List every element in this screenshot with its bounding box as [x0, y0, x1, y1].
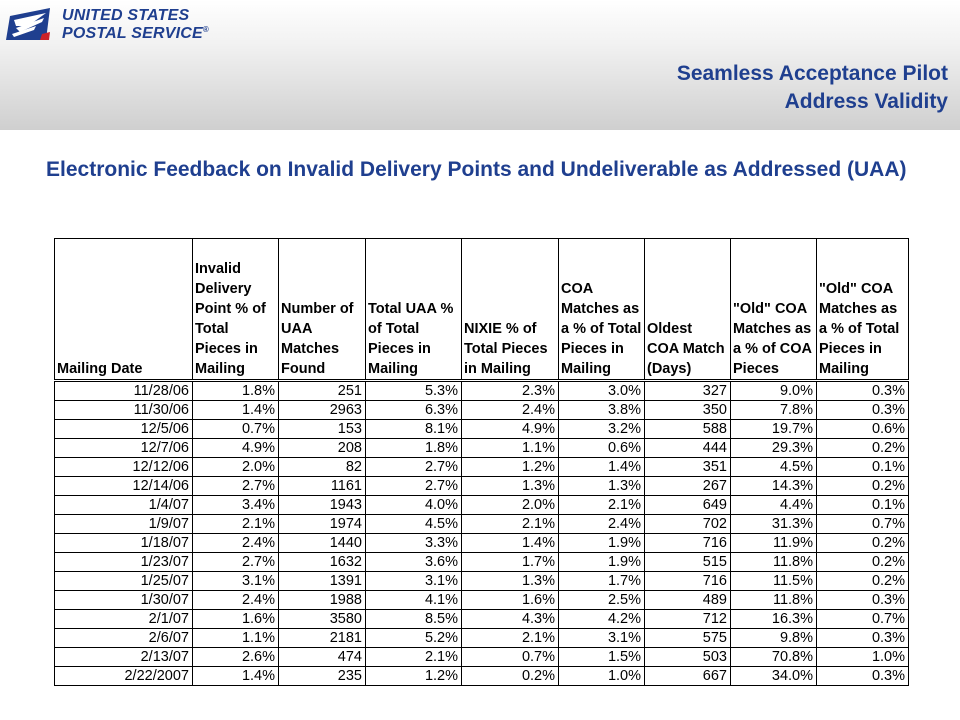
table-row: [55, 439, 909, 458]
table-cell: 2/22/2007: [55, 667, 193, 686]
brand-line1: UNITED STATES: [62, 7, 190, 24]
table-cell: 1.9%: [559, 553, 645, 572]
header-row: [55, 239, 909, 381]
table-cell: 2.7%: [366, 477, 462, 496]
table-cell: 0.2%: [817, 572, 909, 591]
table-cell: 1974: [279, 515, 366, 534]
col-header: Invalid Delivery Point % of Total Pieces in Mailing: [193, 239, 279, 381]
table-cell: 4.3%: [462, 610, 559, 629]
table-cell: 1.6%: [193, 610, 279, 629]
table-cell: 2.1%: [462, 515, 559, 534]
table-row: [55, 648, 909, 667]
table-body: [55, 381, 909, 686]
table-cell: 4.9%: [193, 439, 279, 458]
table-cell: 4.9%: [462, 420, 559, 439]
table-cell: 11/30/06: [55, 401, 193, 420]
table-row: [55, 553, 909, 572]
table-cell: 2.7%: [193, 553, 279, 572]
col-header: Number of UAA Matches Found: [279, 239, 366, 381]
table-cell: 208: [279, 439, 366, 458]
table-cell: 1.5%: [559, 648, 645, 667]
table-cell: 0.6%: [817, 420, 909, 439]
table-cell: 82: [279, 458, 366, 477]
table-cell: 2963: [279, 401, 366, 420]
table-row: [55, 534, 909, 553]
table-cell: 489: [645, 591, 731, 610]
table-cell: 267: [645, 477, 731, 496]
table-cell: 1.6%: [462, 591, 559, 610]
table-cell: 153: [279, 420, 366, 439]
col-header: Total UAA % of Total Pieces in Mailing: [366, 239, 462, 381]
table-cell: 12/12/06: [55, 458, 193, 477]
table-cell: 12/14/06: [55, 477, 193, 496]
table-cell: 9.8%: [731, 629, 817, 648]
col-header: Mailing Date: [55, 239, 193, 381]
registered-mark: ®: [202, 25, 210, 34]
col-header: NIXIE % of Total Pieces in Mailing: [462, 239, 559, 381]
table-cell: 2.3%: [462, 381, 559, 401]
table-cell: 8.1%: [366, 420, 462, 439]
table-cell: 1.4%: [559, 458, 645, 477]
table-cell: 649: [645, 496, 731, 515]
table-cell: 1.9%: [559, 534, 645, 553]
address-validity-table: [54, 238, 909, 686]
table-cell: 2.7%: [193, 477, 279, 496]
table-cell: 1391: [279, 572, 366, 591]
table-cell: 2.4%: [193, 534, 279, 553]
table-cell: 1.8%: [193, 381, 279, 401]
table-cell: 3.4%: [193, 496, 279, 515]
brand-line2: POSTAL SERVICE®: [62, 25, 210, 42]
table-row: [55, 477, 909, 496]
table-cell: 4.4%: [731, 496, 817, 515]
table-cell: 34.0%: [731, 667, 817, 686]
table-cell: 2.1%: [193, 515, 279, 534]
table-cell: 1/9/07: [55, 515, 193, 534]
table-cell: 0.1%: [817, 496, 909, 515]
table-cell: 3.0%: [559, 381, 645, 401]
header-band: [0, 0, 960, 130]
table-cell: 0.2%: [462, 667, 559, 686]
table-cell: 712: [645, 610, 731, 629]
table-cell: 2.5%: [559, 591, 645, 610]
table-cell: 2.1%: [462, 629, 559, 648]
table-cell: 0.3%: [817, 381, 909, 401]
table-cell: 3.6%: [366, 553, 462, 572]
table-cell: 474: [279, 648, 366, 667]
table-cell: 5.2%: [366, 629, 462, 648]
table-cell: 0.7%: [817, 515, 909, 534]
table-cell: 0.2%: [817, 477, 909, 496]
table-row: [55, 420, 909, 439]
table-cell: 2.1%: [366, 648, 462, 667]
table-cell: 4.2%: [559, 610, 645, 629]
table-cell: 3580: [279, 610, 366, 629]
table-cell: 1.7%: [462, 553, 559, 572]
col-header: "Old" COA Matches as a % of COA Pieces: [731, 239, 817, 381]
table-cell: 14.3%: [731, 477, 817, 496]
table-cell: 0.2%: [817, 553, 909, 572]
table-cell: 11.8%: [731, 553, 817, 572]
table-cell: 2/1/07: [55, 610, 193, 629]
table-cell: 3.3%: [366, 534, 462, 553]
table-cell: 70.8%: [731, 648, 817, 667]
table-row: [55, 515, 909, 534]
table-cell: 0.6%: [559, 439, 645, 458]
table-cell: 0.7%: [462, 648, 559, 667]
title-line1: Seamless Acceptance Pilot: [676, 62, 948, 85]
table-cell: 8.5%: [366, 610, 462, 629]
table-cell: 575: [645, 629, 731, 648]
table-cell: 0.3%: [817, 591, 909, 610]
table-cell: 667: [645, 667, 731, 686]
table-cell: 1943: [279, 496, 366, 515]
table-cell: 29.3%: [731, 439, 817, 458]
table-cell: 251: [279, 381, 366, 401]
table-cell: 0.2%: [817, 439, 909, 458]
table-cell: 2/6/07: [55, 629, 193, 648]
table-cell: 235: [279, 667, 366, 686]
table-subtitle: Electronic Feedback on Invalid Delivery Points and Undeliverable as Addressed (UAA): [46, 158, 907, 181]
table-cell: 1.1%: [193, 629, 279, 648]
table-cell: 327: [645, 381, 731, 401]
col-header: "Old" COA Matches as a % of Total Pieces in Mailing: [817, 239, 909, 381]
table-cell: 1.4%: [193, 667, 279, 686]
table-cell: 3.1%: [366, 572, 462, 591]
table-cell: 515: [645, 553, 731, 572]
table-cell: 0.3%: [817, 667, 909, 686]
table-cell: 1161: [279, 477, 366, 496]
table-cell: 11.5%: [731, 572, 817, 591]
table-cell: 3.2%: [559, 420, 645, 439]
table-row: [55, 401, 909, 420]
col-header: COA Matches as a % of Total Pieces in Mailing: [559, 239, 645, 381]
table-cell: 444: [645, 439, 731, 458]
table-cell: 1/4/07: [55, 496, 193, 515]
table-cell: 12/5/06: [55, 420, 193, 439]
table-cell: 1.2%: [366, 667, 462, 686]
table-cell: 4.1%: [366, 591, 462, 610]
table-cell: 2/13/07: [55, 648, 193, 667]
table-cell: 1.8%: [366, 439, 462, 458]
table-cell: 0.7%: [193, 420, 279, 439]
table-cell: 1632: [279, 553, 366, 572]
table-cell: 4.5%: [366, 515, 462, 534]
table-cell: 5.3%: [366, 381, 462, 401]
table-cell: 11.9%: [731, 534, 817, 553]
table-cell: 1.0%: [817, 648, 909, 667]
table-cell: 31.3%: [731, 515, 817, 534]
table-cell: 1988: [279, 591, 366, 610]
page-title: [677, 60, 948, 116]
table-row: [55, 667, 909, 686]
table-cell: 2.4%: [559, 515, 645, 534]
table-cell: 351: [645, 458, 731, 477]
table-cell: 3.8%: [559, 401, 645, 420]
table-cell: 1.4%: [462, 534, 559, 553]
table-cell: 0.2%: [817, 534, 909, 553]
table-cell: 3.1%: [559, 629, 645, 648]
table-cell: 19.7%: [731, 420, 817, 439]
table-row: [55, 572, 909, 591]
table-row: [55, 591, 909, 610]
table-cell: 1/30/07: [55, 591, 193, 610]
table-row: [55, 458, 909, 477]
table-cell: 3.1%: [193, 572, 279, 591]
table-cell: 16.3%: [731, 610, 817, 629]
table-cell: 2.6%: [193, 648, 279, 667]
table-cell: 1.3%: [462, 477, 559, 496]
table-cell: 716: [645, 534, 731, 553]
table-cell: 1.7%: [559, 572, 645, 591]
table-cell: 11.8%: [731, 591, 817, 610]
table-cell: 1.1%: [462, 439, 559, 458]
table-cell: 6.3%: [366, 401, 462, 420]
table-cell: 0.7%: [817, 610, 909, 629]
table-row: [55, 496, 909, 515]
table-cell: 1.2%: [462, 458, 559, 477]
table-cell: 4.0%: [366, 496, 462, 515]
table-cell: 1440: [279, 534, 366, 553]
table-cell: 1/25/07: [55, 572, 193, 591]
table-cell: 588: [645, 420, 731, 439]
table-cell: 2.1%: [559, 496, 645, 515]
table-cell: 9.0%: [731, 381, 817, 401]
table-cell: 0.3%: [817, 401, 909, 420]
table-row: [55, 381, 909, 401]
table-cell: 11/28/06: [55, 381, 193, 401]
table-cell: 1.0%: [559, 667, 645, 686]
table-cell: 4.5%: [731, 458, 817, 477]
table-cell: 1/23/07: [55, 553, 193, 572]
table-cell: 1.4%: [193, 401, 279, 420]
table-cell: 1/18/07: [55, 534, 193, 553]
table-cell: 503: [645, 648, 731, 667]
title-line2: Address Validity: [784, 90, 948, 113]
table-cell: 2181: [279, 629, 366, 648]
table-cell: 2.7%: [366, 458, 462, 477]
usps-logo: [6, 4, 236, 44]
table-cell: 2.0%: [462, 496, 559, 515]
table-cell: 716: [645, 572, 731, 591]
table-cell: 702: [645, 515, 731, 534]
table-cell: 7.8%: [731, 401, 817, 420]
table-row: [55, 610, 909, 629]
table-cell: 2.4%: [462, 401, 559, 420]
table-cell: 0.1%: [817, 458, 909, 477]
table-cell: 2.4%: [193, 591, 279, 610]
table-cell: 0.3%: [817, 629, 909, 648]
col-header: Oldest COA Match (Days): [645, 239, 731, 381]
table-cell: 2.0%: [193, 458, 279, 477]
table-cell: 350: [645, 401, 731, 420]
table-row: [55, 629, 909, 648]
eagle-icon: [6, 4, 54, 44]
table-cell: 1.3%: [462, 572, 559, 591]
table-cell: 12/7/06: [55, 439, 193, 458]
table-cell: 1.3%: [559, 477, 645, 496]
